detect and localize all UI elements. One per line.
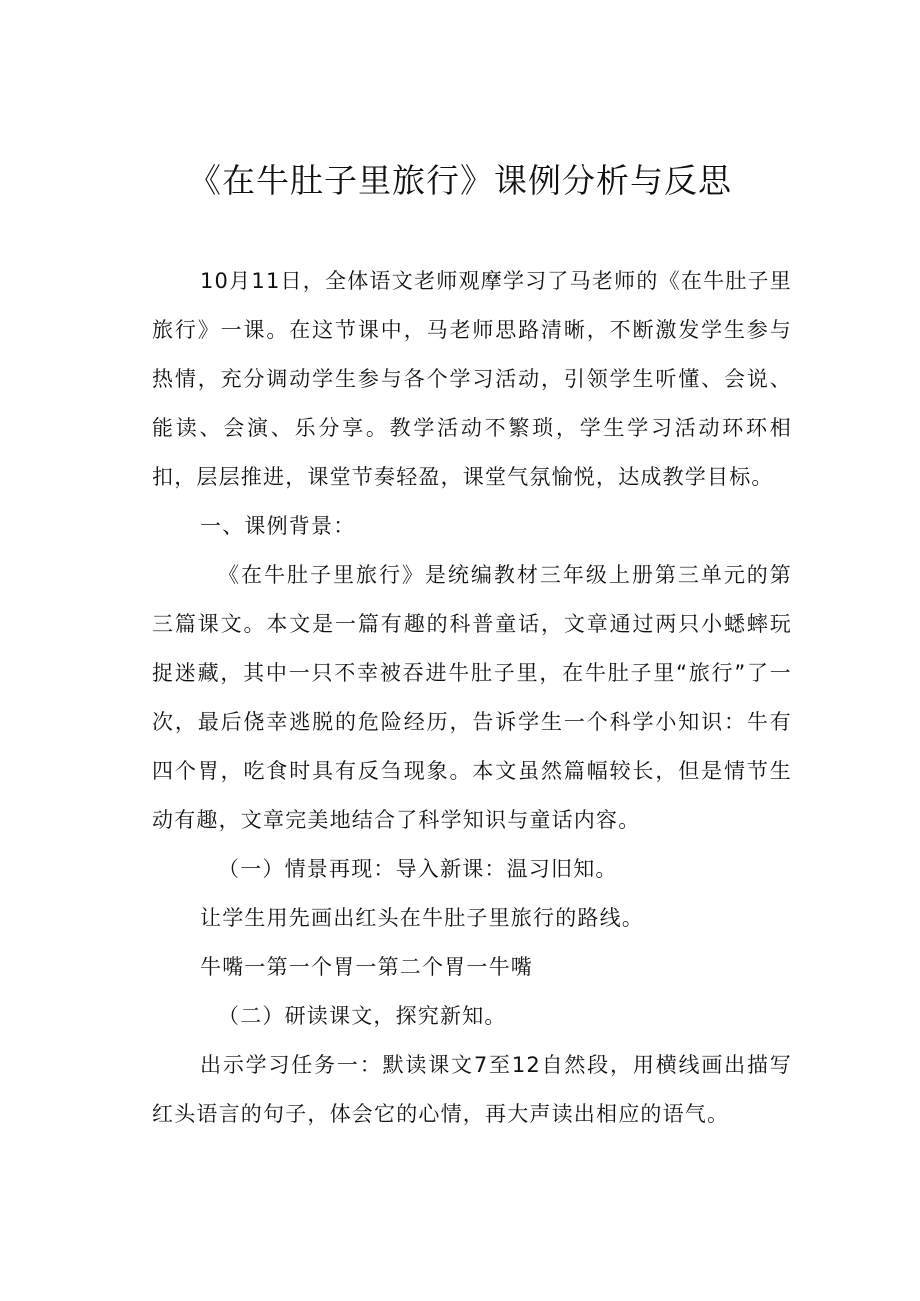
subsection-heading-1: （一）情景再现：导入新课：温习旧知。 bbox=[218, 857, 618, 881]
document-title: 《在牛肚子里旅行》课例分析与反思 bbox=[188, 161, 732, 200]
paragraph-route: 牛嘴一第一个胃一第二个胃一牛嘴 bbox=[200, 955, 533, 979]
document-body bbox=[152, 257, 792, 1139]
section-heading-background: 一、课例背景： bbox=[200, 514, 356, 538]
paragraph-intro: 10月11日，全体语文老师观摩学习了马老师的《在牛肚子里旅行》一课。在这节课中，马老师思路清晰，不断激发学生参与热情，充分调动学生参与各个学习活动，引领学生听懂、会说、能读、会演、乐分享。教学活动不繁琐，学生学习活动环环相扣，层层推进，课堂节奏轻盈，课堂气氛愉悦，达成教学目标。 bbox=[152, 269, 792, 489]
paragraph-route-task: 让学生用先画出红头在牛肚子里旅行的路线。 bbox=[200, 906, 644, 930]
subsection-heading-2: （二）研读课文，探究新知。 bbox=[218, 1004, 507, 1028]
paragraph-background: 《在牛肚子里旅行》是统编教材三年级上册第三单元的第三篇课文。本文是一篇有趣的科普童话，文章通过两只小蟋蟀玩捉迷藏，其中一只不幸被吞进牛肚子里，在牛肚子里“旅行”了一次，最后侥幸逃脱的危险经历，告诉学生一个科学小知识：牛有四个胃，吃食时具有反刍现象。本文虽然篇幅较长，但是情节生动有趣，文章完美地结合了科学知识与童话内容。 bbox=[152, 563, 792, 832]
paragraph-task-one: 出示学习任务一：默读课文7至12自然段，用横线画出描写红头语言的句子，体会它的心情，再大声读出相应的语气。 bbox=[152, 1053, 792, 1126]
